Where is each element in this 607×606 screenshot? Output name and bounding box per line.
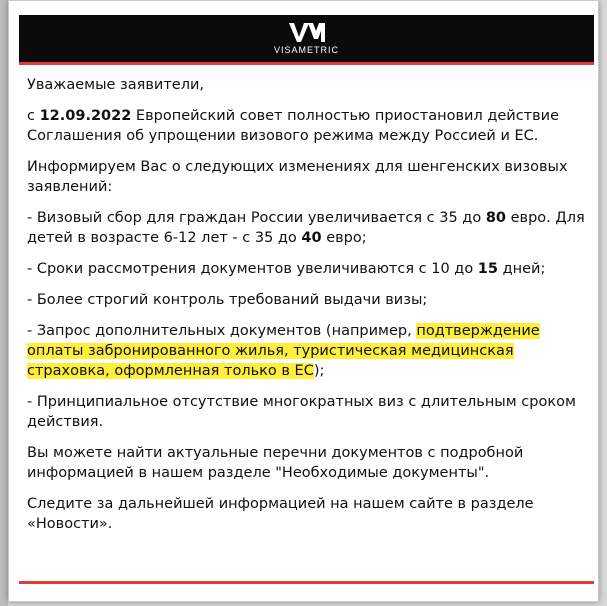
intro-paragraph: с 12.09.2022 Европейский совет полностью приостановил действие Соглашения об упрощении визового режима между Россией и ЕС. <box>27 108 560 144</box>
docs-highlight: подтверждение оплаты забронированного жилья, туристическая медицинская страховка, оформленная только в ЕС <box>27 323 540 379</box>
notice-body <box>27 75 589 545</box>
docs-item: - Запрос дополнительных документов (например, подтверждение оплаты забронированного жилья, туристическая медицинская страховка, оформленная только в ЕС); <box>27 323 540 379</box>
brand-logo <box>19 20 594 55</box>
background-page <box>0 0 8 606</box>
follow-paragraph: Следите за дальнейшей информацией на нашем сайте в разделе «Новости». <box>27 496 534 532</box>
fee-item: - Визовый сбор для граждан России увеличивается с 35 до 80 евро. Для детей в возрасте 6-12 лет - с 35 до 40 евро; <box>27 210 585 246</box>
greeting: Уважаемые заявители, <box>27 77 205 93</box>
lists-paragraph: Вы можете найти актуальные перечни документов с подробной информацией в нашем разделе "Необходимые документы". <box>27 445 524 481</box>
visametric-logo-icon <box>288 20 326 44</box>
multi-visa-item: - Принципиальное отсутствие многократных виз с длительным сроком действия. <box>27 394 576 430</box>
notice-modal <box>8 0 599 602</box>
brand-name: VISAMETRIC <box>273 45 339 55</box>
bottom-divider <box>19 581 594 584</box>
control-item: - Более строгий контроль требований выдачи визы; <box>27 292 428 308</box>
modal-header <box>19 15 594 62</box>
terms-item: - Сроки рассмотрения документов увеличиваются с 10 до 15 дней; <box>27 261 546 277</box>
inform-paragraph: Информируем Вас о следующих изменениях для шенгенских визовых заявлений: <box>27 159 568 195</box>
top-divider <box>19 62 594 65</box>
intro-date: 12.09.2022 <box>39 108 132 124</box>
